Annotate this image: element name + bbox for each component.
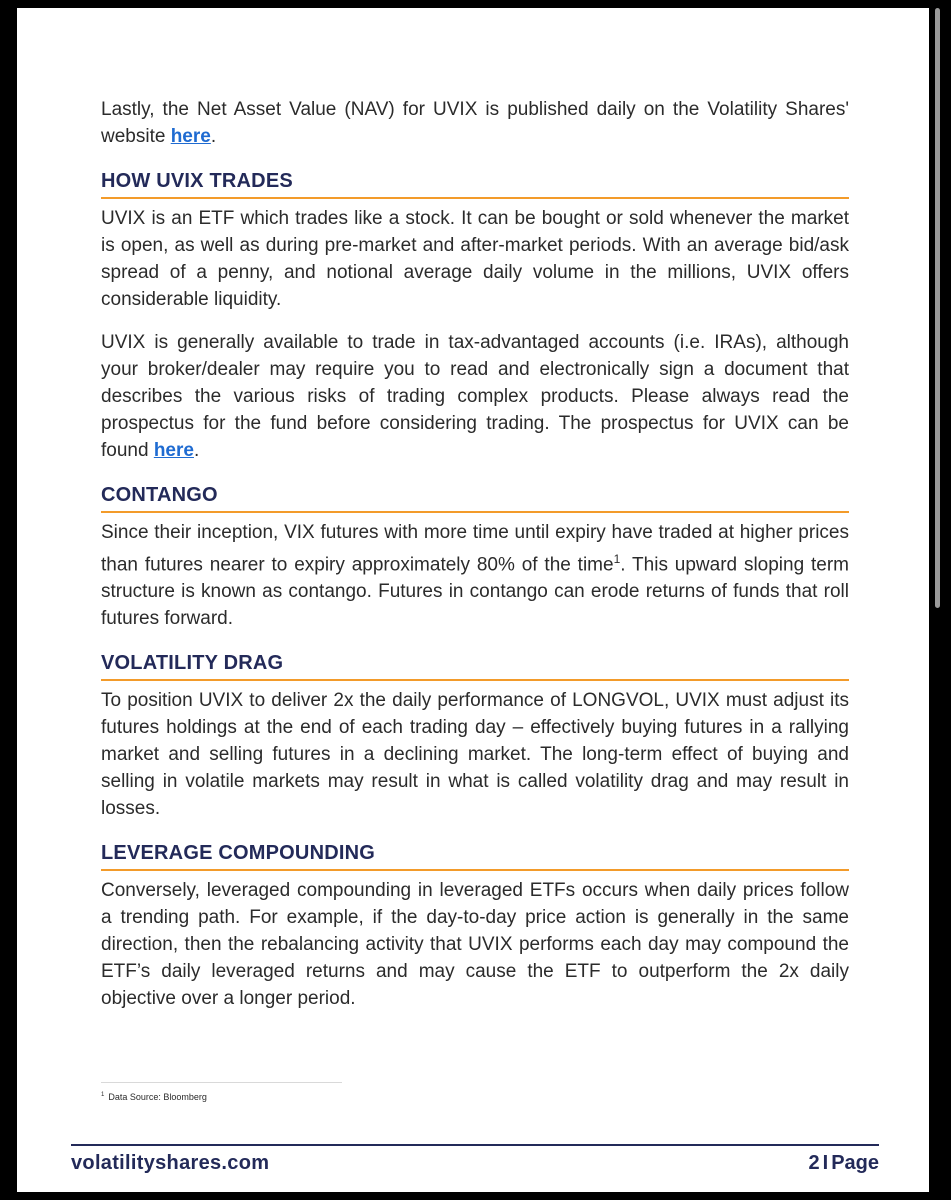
- scrollbar-thumb[interactable]: [935, 8, 940, 608]
- volatility-drag-paragraph: To position UVIX to deliver 2x the daily performance of LONGVOL, UVIX must adjust its futures holdings at the end of each trading day – effectively buying futures in a rallying market and selling futures in a declining market. The long-term effect of buying and selling in volatile markets may result in what is called volatility drag and may result in losses.: [101, 690, 849, 820]
- footnote: [101, 1092, 207, 1102]
- page-number: 2: [808, 1152, 820, 1174]
- page-label: Page: [831, 1152, 879, 1174]
- contango-text: Since their inception, VIX futures with more time until expiry have traded at higher prices than futures nearer to expiry approximately 80% of the time: [101, 522, 849, 576]
- footnote-divider: [101, 1082, 342, 1083]
- vertical-scrollbar[interactable]: [934, 8, 942, 1192]
- intro-end: .: [210, 126, 217, 147]
- contango-paragraph: [101, 519, 849, 632]
- footer-divider: [71, 1144, 879, 1146]
- page-separator: I: [822, 1152, 829, 1174]
- how-trades-paragraph-2: [101, 329, 849, 464]
- footer-page-number: [809, 1152, 880, 1175]
- heading-contango: CONTANGO: [101, 482, 849, 513]
- intro-paragraph: [101, 96, 849, 150]
- heading-volatility-drag: VOLATILITY DRAG: [101, 650, 849, 681]
- heading-how-uvix-trades: HOW UVIX TRADES: [101, 168, 849, 199]
- contango-end: . This upward sloping term structure is known as contango. Futures in contango can erode returns of funds that roll futures forward.: [101, 554, 849, 630]
- footnote-number: 1: [101, 1092, 105, 1098]
- intro-text: Lastly, the Net Asset Value (NAV) for UVIX is published daily on the Volatility Shares' website: [101, 99, 849, 147]
- nav-here-link[interactable]: here: [170, 126, 211, 147]
- leverage-compounding-paragraph: Conversely, leveraged compounding in leveraged ETFs occurs when daily prices follow a trending path. For example, if the day-to-day price action is generally in the same direction, then the rebalancing activity that UVIX performs each day may compound the ETF’s daily leveraged returns and may cause the ETF to outperform the 2x daily objective over a longer period.: [101, 880, 849, 1010]
- footnote-marker: 1: [613, 552, 621, 566]
- prospectus-here-link[interactable]: here: [153, 440, 194, 461]
- how-trades-p2-end: .: [193, 440, 200, 461]
- how-trades-paragraph-1: UVIX is an ETF which trades like a stock. It can be bought or sold whenever the market is open, as well as during pre-market and after-market periods. With an average bid/ask spread of a penny, and notional average daily volume in the millions, UVIX offers considerable liquidity.: [101, 208, 849, 310]
- footer-website: volatilityshares.com: [71, 1152, 270, 1174]
- document-page: [17, 8, 929, 1192]
- footnote-text: Data Source: Bloomberg: [108, 1092, 207, 1102]
- how-trades-p2-text: UVIX is generally available to trade in tax-advantaged accounts (i.e. IRAs), although your broker/dealer may require you to read and electronically sign a document that describes the various risks of trading complex products. Please always read the prospectus for the fund before considering trading. The prospectus for UVIX can be found: [101, 332, 849, 461]
- heading-leverage-compounding: LEVERAGE COMPOUNDING: [101, 840, 849, 871]
- page-content: [101, 96, 849, 1028]
